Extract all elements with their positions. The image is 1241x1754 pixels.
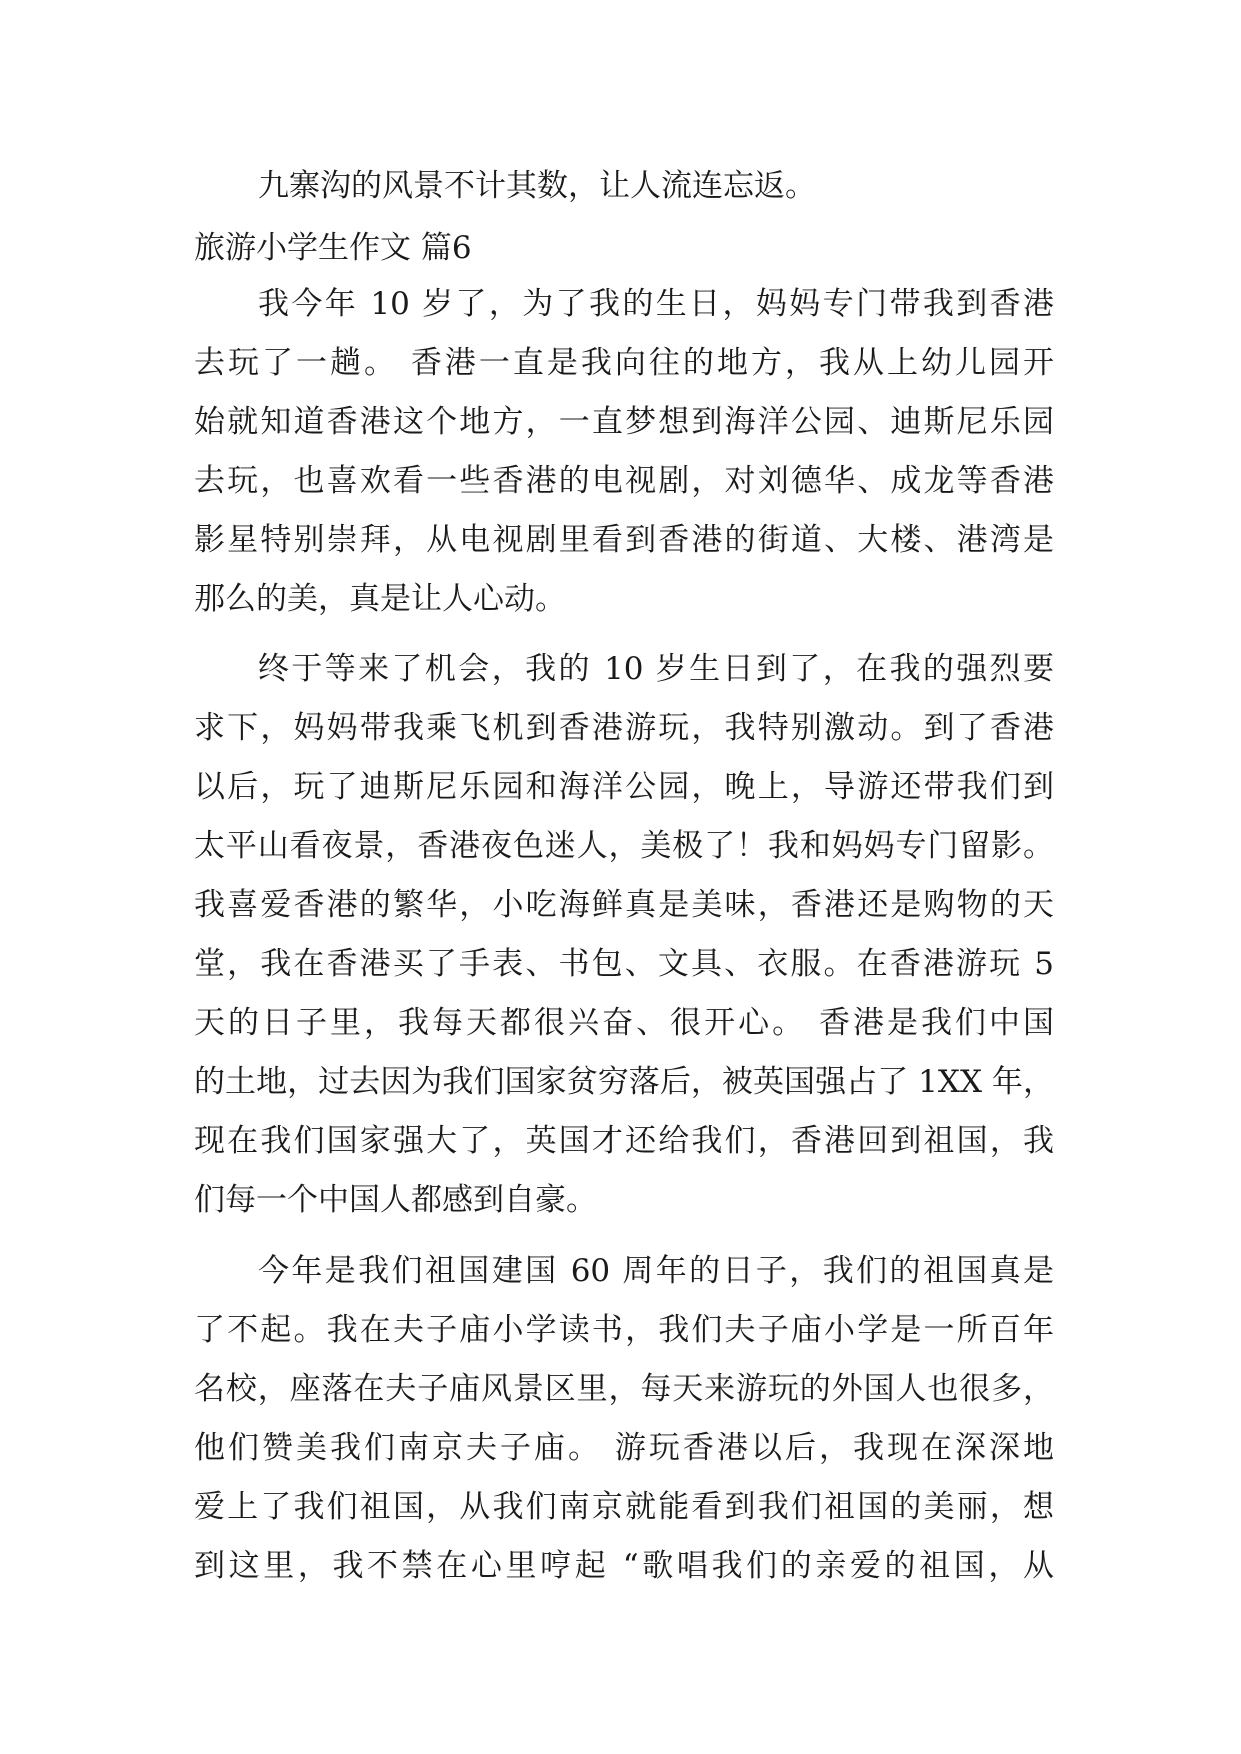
text-line: 们每一个中国人都感到自豪。 xyxy=(194,1182,597,1218)
text-line: 爱上了我们祖国，从我们南京就能看到我们祖国的美丽，想 xyxy=(194,1489,1054,1525)
text-line: 我喜爱香港的繁华，小吃海鲜真是美味，香港还是购物的天 xyxy=(194,887,1054,923)
text-line: 我今年 10 岁了，为了我的生日，妈妈专门带我到香港 xyxy=(258,286,1054,322)
text-line: 影星特别崇拜，从电视剧里看到香港的街道、大楼、港湾是 xyxy=(194,522,1054,558)
text-line: 今年是我们祖国建国 60 周年的日子，我们的祖国真是 xyxy=(258,1253,1054,1289)
text-line: 到这里，我不禁在心里哼起 “歌唱我们的亲爱的祖国，从 xyxy=(194,1548,1054,1584)
text-line: 名校，座落在夫子庙风景区里，每天来游玩的外国人也很多， xyxy=(194,1371,1054,1407)
text-line: 终于等来了机会，我的 10 岁生日到了，在我的强烈要 xyxy=(258,651,1054,687)
text-line: 太平山看夜景，香港夜色迷人，美极了！我和妈妈专门留影。 xyxy=(194,828,1054,864)
essay-heading: 旅游小学生作文 篇6 xyxy=(194,230,472,266)
text-line: 的土地，过去因为我们国家贫穷落后，被英国强占了 1XX 年， xyxy=(194,1064,1054,1100)
text-line: 了不起。我在夫子庙小学读书，我们夫子庙小学是一所百年 xyxy=(194,1312,1054,1348)
prev-closing-line: 九寨沟的风景不计其数，让人流连忘返。 xyxy=(258,168,816,204)
text-line: 求下，妈妈带我乘飞机到香港游玩，我特别激动。到了香港 xyxy=(194,710,1054,746)
text-line: 去玩了一趟。 香港一直是我向往的地方，我从上幼儿园开 xyxy=(194,345,1054,381)
text-line: 以后，玩了迪斯尼乐园和海洋公园，晚上，导游还带我们到 xyxy=(194,769,1054,805)
text-line: 现在我们国家强大了，英国才还给我们，香港回到祖国，我 xyxy=(194,1123,1054,1159)
text-line: 堂，我在香港买了手表、书包、文具、衣服。在香港游玩 5 xyxy=(194,946,1054,982)
text-line: 去玩，也喜欢看一些香港的电视剧，对刘德华、成龙等香港 xyxy=(194,463,1054,499)
text-line: 始就知道香港这个地方，一直梦想到海洋公园、迪斯尼乐园 xyxy=(194,404,1054,440)
text-line: 天的日子里，我每天都很兴奋、很开心。 香港是我们中国 xyxy=(194,1005,1054,1041)
text-line: 那么的美，真是让人心动。 xyxy=(194,581,566,617)
text-line: 他们赞美我们南京夫子庙。 游玩香港以后，我现在深深地 xyxy=(194,1430,1054,1466)
